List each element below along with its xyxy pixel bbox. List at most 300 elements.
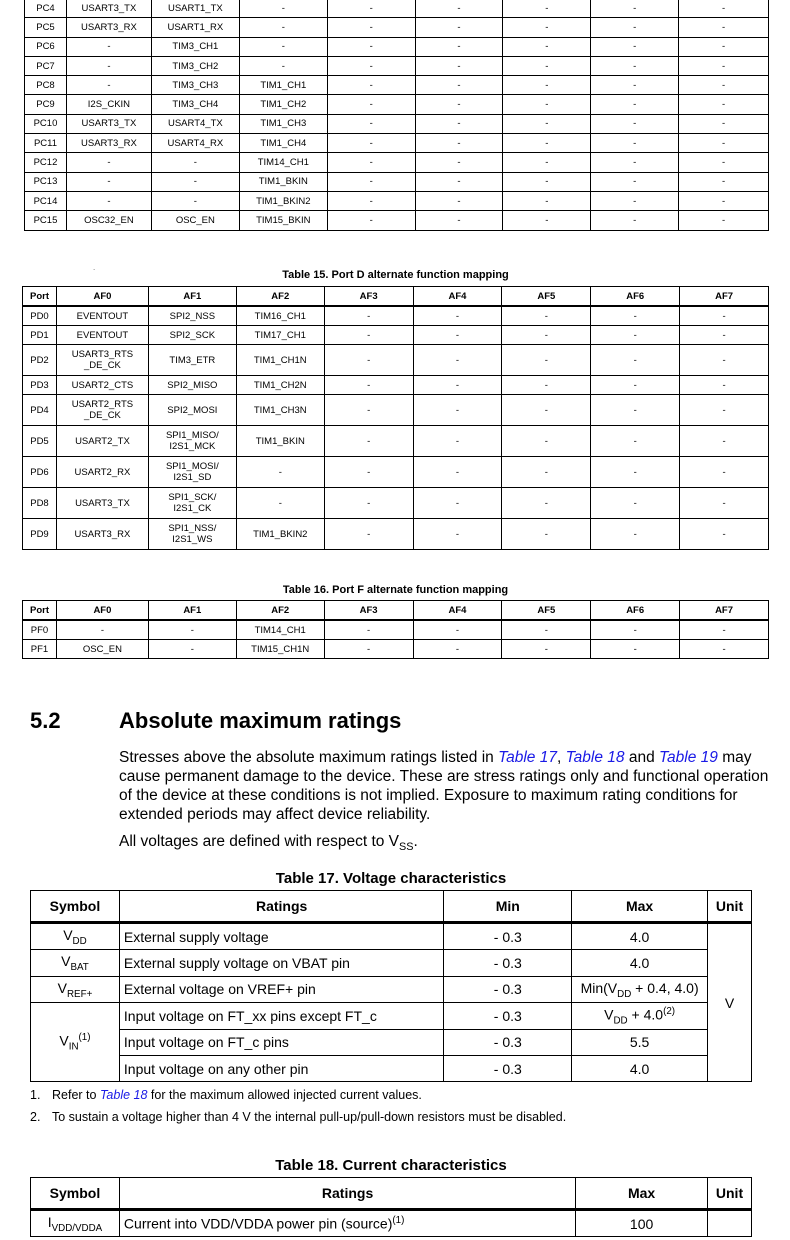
column-header: AF7: [680, 287, 769, 307]
port-cell: PD3: [23, 376, 57, 395]
port-cell: PC6: [25, 37, 67, 56]
af-cell: SPI1_SCK/ I2S1_CK: [148, 488, 236, 519]
af-cell: -: [324, 395, 413, 426]
af-cell: TIM1_CH3N: [236, 395, 324, 426]
af-cell: -: [502, 488, 591, 519]
port-cell: PD8: [23, 488, 57, 519]
af-cell: -: [680, 395, 769, 426]
min-cell: - 0.3: [444, 1029, 572, 1055]
af-cell: -: [327, 172, 415, 191]
af-cell: USART3_TX: [56, 488, 148, 519]
af-cell: -: [324, 345, 413, 376]
af-cell: -: [502, 395, 591, 426]
port-cell: PC14: [25, 191, 67, 210]
column-header: AF3: [324, 287, 413, 307]
af-cell: -: [679, 56, 769, 75]
af-cell: -: [66, 56, 151, 75]
af-cell: -: [415, 56, 503, 75]
af-cell: -: [236, 488, 324, 519]
af-cell: -: [413, 426, 502, 457]
af-cell: -: [679, 95, 769, 114]
column-header: AF2: [236, 601, 324, 621]
af-cell: -: [591, 620, 680, 640]
af-cell: -: [591, 345, 680, 376]
af-cell: TIM1_CH3: [239, 114, 327, 133]
af-cell: -: [679, 172, 769, 191]
af-cell: -: [503, 114, 591, 133]
af-cell: -: [502, 519, 591, 550]
af-cell: -: [415, 211, 503, 230]
af-cell: -: [591, 306, 680, 326]
port-cell: PC4: [25, 0, 67, 18]
af-cell: TIM14_CH1: [239, 153, 327, 172]
section-number: 5.2: [30, 708, 61, 733]
af-cell: -: [413, 488, 502, 519]
para1-text-b: may cause permanent damage to the device. These are stress ratings only and functional operation of the device at these conditions is not implied. Exposure to maximum rating conditions for extended periods may affect device reliability.: [119, 749, 769, 823]
max-cell: 4.0: [572, 923, 708, 950]
af-cell: -: [591, 56, 679, 75]
af-cell: TIM3_CH2: [151, 56, 239, 75]
table18-caption: Table 18. Current characteristics: [275, 1157, 507, 1174]
af-cell: TIM1_CH1: [239, 76, 327, 95]
af-cell: -: [327, 211, 415, 230]
af-cell: -: [66, 76, 151, 95]
af-cell: -: [591, 153, 679, 172]
table15-caption: Table 15. Port D alternate function mapping: [282, 269, 509, 281]
unit-cell: V: [708, 923, 752, 1082]
t18-header-ratings: Ratings: [119, 1178, 575, 1210]
para2-text: All voltages are defined with respect to V: [119, 833, 400, 850]
symbol-vref: $V_{REF+}$: [31, 976, 120, 1002]
af-cell: SPI1_NSS/ I2S1_WS: [148, 519, 236, 550]
af-cell: SPI2_MOSI: [148, 395, 236, 426]
af-cell: -: [591, 640, 680, 659]
af-cell: -: [239, 37, 327, 56]
table-row: [25, 37, 769, 56]
af-cell: -: [591, 426, 680, 457]
t18-header-symbol: Symbol: [31, 1178, 120, 1210]
table-row: [25, 191, 769, 210]
af-cell: -: [415, 95, 503, 114]
section-title: Absolute maximum ratings: [119, 708, 402, 733]
af-cell: -: [151, 153, 239, 172]
af-cell: -: [415, 37, 503, 56]
max-cell: 100: [576, 1210, 708, 1237]
symbol-vdd: $V_{DD}$: [31, 923, 120, 950]
port-cell: PD9: [23, 519, 57, 550]
max-cell: $V_{DD} + 4.0^{(2)}$: [572, 1003, 708, 1029]
af-cell: -: [239, 18, 327, 37]
table-row: [25, 76, 769, 95]
af-cell: -: [151, 191, 239, 210]
af-cell: -: [327, 37, 415, 56]
t17-header-min: Min: [444, 891, 572, 923]
af-cell: -: [324, 306, 413, 326]
af-cell: -: [327, 114, 415, 133]
port-cell: PC12: [25, 153, 67, 172]
table-row: [25, 114, 769, 133]
column-header: AF3: [324, 601, 413, 621]
af-cell: USART4_TX: [151, 114, 239, 133]
voltage-table: [30, 890, 752, 1082]
t17-header-symbol: Symbol: [31, 891, 120, 923]
para2-sub: SS: [399, 841, 414, 854]
af-cell: -: [502, 326, 591, 345]
rating-cell: Input voltage on any other pin: [119, 1055, 443, 1081]
af-cell: -: [327, 134, 415, 153]
af-cell: OSC32_EN: [66, 211, 151, 230]
column-header: AF5: [502, 601, 591, 621]
table-header-row: [23, 287, 769, 307]
rating-cell: Current into VDD/VDDA power pin (source)$^{(1)}$: [119, 1210, 575, 1237]
max-cell: 5.5: [572, 1029, 708, 1055]
af-cell: -: [502, 345, 591, 376]
af-cell: USART3_RX: [66, 134, 151, 153]
af-cell: -: [591, 395, 680, 426]
af-cell: -: [415, 153, 503, 172]
table-row: [25, 211, 769, 230]
af-cell: -: [502, 620, 591, 640]
af-cell: TIM1_BKIN: [239, 172, 327, 191]
af-cell: TIM3_CH3: [151, 76, 239, 95]
min-cell: - 0.3: [444, 1055, 572, 1081]
table-row: [23, 488, 769, 519]
af-cell: -: [503, 153, 591, 172]
af-cell: -: [415, 0, 503, 18]
af-cell: -: [413, 620, 502, 640]
current-table: [30, 1177, 752, 1237]
para2-end: .: [413, 833, 418, 850]
af-cell: -: [327, 153, 415, 172]
t18-header-unit: Unit: [708, 1178, 752, 1210]
min-cell: - 0.3: [444, 923, 572, 950]
table17-caption: Table 17. Voltage characteristics: [275, 870, 507, 887]
para1-and: and: [624, 749, 659, 766]
af-cell: -: [591, 519, 680, 550]
port-cell: PD0: [23, 306, 57, 326]
af-cell: -: [680, 345, 769, 376]
port-cell: PC10: [25, 114, 67, 133]
port-cell: PC5: [25, 18, 67, 37]
af-cell: -: [502, 640, 591, 659]
af-cell: TIM1_BKIN2: [239, 191, 327, 210]
af-cell: -: [503, 76, 591, 95]
port-c-table: [24, 0, 769, 231]
table19-link[interactable]: Table 19: [659, 749, 718, 766]
af-cell: -: [324, 488, 413, 519]
af-cell: -: [56, 620, 148, 640]
rating-cell: Input voltage on FT_xx pins except FT_c: [119, 1003, 443, 1029]
af-cell: -: [415, 134, 503, 153]
af-cell: -: [327, 95, 415, 114]
table-row: [31, 1055, 752, 1081]
af-cell: -: [680, 426, 769, 457]
af-cell: -: [415, 76, 503, 95]
para1-text-a: Stresses above the absolute maximum ratings listed in: [119, 749, 499, 766]
af-cell: TIM3_CH4: [151, 95, 239, 114]
af-cell: EVENTOUT: [56, 306, 148, 326]
af-cell: USART3_RTS _DE_CK: [56, 345, 148, 376]
af-cell: SPI2_NSS: [148, 306, 236, 326]
port-d-table: [22, 286, 769, 550]
af-cell: -: [680, 620, 769, 640]
af-cell: -: [66, 37, 151, 56]
af-cell: -: [415, 18, 503, 37]
column-header: AF0: [56, 601, 148, 621]
af-cell: USART3_RX: [66, 18, 151, 37]
af-cell: SPI1_MOSI/ I2S1_SD: [148, 457, 236, 488]
table-row: [31, 923, 752, 950]
port-d-body: [23, 287, 769, 550]
af-cell: -: [324, 640, 413, 659]
column-header: Port: [23, 287, 57, 307]
af-cell: -: [502, 306, 591, 326]
af-cell: TIM1_CH2: [239, 95, 327, 114]
table-row: [23, 620, 769, 640]
port-cell: PC8: [25, 76, 67, 95]
table-row: [23, 395, 769, 426]
table-row: [31, 950, 752, 976]
port-cell: PD4: [23, 395, 57, 426]
port-f-table: [22, 600, 769, 659]
port-cell: PC7: [25, 56, 67, 75]
af-cell: -: [324, 376, 413, 395]
af-cell: -: [679, 134, 769, 153]
footnote-2: 2. To sustain a voltage higher than 4 V the internal pull-up/pull-down resistors must be disabled.: [30, 1110, 567, 1124]
af-cell: -: [503, 18, 591, 37]
af-cell: -: [680, 640, 769, 659]
af-cell: -: [502, 376, 591, 395]
max-cell: 4.0: [572, 950, 708, 976]
column-header: AF2: [236, 287, 324, 307]
section-paragraph-2: [119, 832, 769, 857]
table-row: [23, 306, 769, 326]
rating-cell: External supply voltage: [119, 923, 443, 950]
port-cell: PD5: [23, 426, 57, 457]
af-cell: SPI2_SCK: [148, 326, 236, 345]
table-row: [25, 172, 769, 191]
table-row: [31, 1210, 752, 1237]
t18-header-max: Max: [576, 1178, 708, 1210]
af-cell: -: [591, 114, 679, 133]
max-cell: 4.0: [572, 1055, 708, 1081]
symbol-vbat: $V_{BAT}$: [31, 950, 120, 976]
af-cell: -: [413, 326, 502, 345]
unit-cell: [708, 1210, 752, 1237]
af-cell: -: [415, 191, 503, 210]
para1-sep: ,: [556, 749, 566, 766]
af-cell: -: [680, 457, 769, 488]
af-cell: TIM17_CH1: [236, 326, 324, 345]
af-cell: -: [239, 56, 327, 75]
af-cell: -: [503, 134, 591, 153]
af-cell: -: [415, 114, 503, 133]
af-cell: -: [591, 18, 679, 37]
column-header: AF1: [148, 287, 236, 307]
af-cell: -: [679, 114, 769, 133]
column-header: AF6: [591, 287, 680, 307]
min-cell: - 0.3: [444, 976, 572, 1002]
min-cell: - 0.3: [444, 950, 572, 976]
port-cell: PF0: [23, 620, 57, 640]
af-cell: -: [680, 376, 769, 395]
af-cell: -: [148, 620, 236, 640]
af-cell: -: [502, 457, 591, 488]
af-cell: -: [680, 488, 769, 519]
table-row: [31, 1003, 752, 1029]
table-row: [25, 134, 769, 153]
af-cell: USART1_TX: [151, 0, 239, 18]
af-cell: -: [503, 191, 591, 210]
rating-cell: Input voltage on FT_c pins: [119, 1029, 443, 1055]
af-cell: TIM16_CH1: [236, 306, 324, 326]
af-cell: -: [503, 56, 591, 75]
table-row: [31, 1029, 752, 1055]
table-row: [25, 0, 769, 18]
t17-header-ratings: Ratings: [119, 891, 443, 923]
af-cell: -: [415, 172, 503, 191]
af-cell: -: [239, 0, 327, 18]
table-row: [23, 345, 769, 376]
column-header: Port: [23, 601, 57, 621]
table18-link[interactable]: Table 18: [565, 749, 625, 766]
af-cell: EVENTOUT: [56, 326, 148, 345]
af-cell: TIM1_CH1N: [236, 345, 324, 376]
af-cell: -: [591, 134, 679, 153]
table-row: [23, 426, 769, 457]
af-cell: OSC_EN: [56, 640, 148, 659]
af-cell: -: [680, 519, 769, 550]
af-cell: -: [680, 326, 769, 345]
af-cell: -: [148, 640, 236, 659]
af-cell: TIM1_BKIN2: [236, 519, 324, 550]
table-row: [31, 976, 752, 1002]
af-cell: OSC_EN: [151, 211, 239, 230]
af-cell: -: [503, 211, 591, 230]
af-cell: -: [679, 153, 769, 172]
af-cell: -: [327, 76, 415, 95]
af-cell: -: [679, 0, 769, 18]
af-cell: -: [324, 519, 413, 550]
af-cell: -: [503, 37, 591, 56]
table-header-row: [23, 601, 769, 621]
column-header: AF7: [680, 601, 769, 621]
af-cell: -: [679, 18, 769, 37]
af-cell: SPI1_MISO/ I2S1_MCK: [148, 426, 236, 457]
af-cell: USART4_RX: [151, 134, 239, 153]
table-row: [23, 457, 769, 488]
af-cell: -: [413, 640, 502, 659]
af-cell: -: [413, 306, 502, 326]
af-cell: -: [236, 457, 324, 488]
af-cell: -: [679, 191, 769, 210]
table-row: [23, 640, 769, 659]
column-header: AF4: [413, 601, 502, 621]
table-row: [23, 376, 769, 395]
rating-cell: External supply voltage on VBAT pin: [119, 950, 443, 976]
af-cell: -: [413, 345, 502, 376]
af-cell: -: [327, 18, 415, 37]
table17-header-row: [31, 891, 752, 923]
af-cell: -: [591, 172, 679, 191]
t17-header-unit: Unit: [708, 891, 752, 923]
af-cell: -: [413, 519, 502, 550]
table16-caption: Table 16. Port F alternate function mapping: [282, 584, 509, 596]
af-cell: USART1_RX: [151, 18, 239, 37]
af-cell: -: [591, 95, 679, 114]
af-cell: TIM3_CH1: [151, 37, 239, 56]
section-paragraph-1: [119, 748, 769, 824]
port-cell: PC9: [25, 95, 67, 114]
table-row: [25, 95, 769, 114]
port-cell: PC15: [25, 211, 67, 230]
af-cell: -: [324, 426, 413, 457]
af-cell: USART3_TX: [66, 114, 151, 133]
af-cell: -: [591, 376, 680, 395]
af-cell: -: [151, 172, 239, 191]
footnote-table18-link[interactable]: Table 18: [99, 1088, 148, 1102]
af-cell: -: [591, 76, 679, 95]
port-cell: PC13: [25, 172, 67, 191]
af-cell: -: [413, 376, 502, 395]
af-cell: TIM1_CH2N: [236, 376, 324, 395]
af-cell: USART2_TX: [56, 426, 148, 457]
af-cell: TIM1_CH4: [239, 134, 327, 153]
port-cell: PF1: [23, 640, 57, 659]
symbol-vin: $V_{IN}^{(1)}$: [31, 1003, 120, 1082]
table-row: [25, 56, 769, 75]
af-cell: -: [327, 56, 415, 75]
af-cell: I2S_CKIN: [66, 95, 151, 114]
t17-header-max: Max: [572, 891, 708, 923]
af-cell: USART2_RTS _DE_CK: [56, 395, 148, 426]
table-row: [25, 153, 769, 172]
af-cell: -: [503, 95, 591, 114]
af-cell: -: [679, 76, 769, 95]
column-header: AF0: [56, 287, 148, 307]
af-cell: -: [679, 37, 769, 56]
af-cell: USART3_RX: [56, 519, 148, 550]
af-cell: -: [591, 457, 680, 488]
column-header: AF4: [413, 287, 502, 307]
table-row: [25, 18, 769, 37]
af-cell: -: [591, 0, 679, 18]
port-cell: PD2: [23, 345, 57, 376]
af-cell: -: [66, 172, 151, 191]
af-cell: -: [591, 211, 679, 230]
af-cell: TIM15_BKIN: [239, 211, 327, 230]
af-cell: -: [503, 172, 591, 191]
port-cell: PC11: [25, 134, 67, 153]
max-cell: $Min(V_{DD} + 0.4$, 4.0): [572, 976, 708, 1002]
af-cell: TIM14_CH1: [236, 620, 324, 640]
column-header: AF1: [148, 601, 236, 621]
af-cell: -: [66, 153, 151, 172]
af-cell: USART2_CTS: [56, 376, 148, 395]
af-cell: -: [66, 191, 151, 210]
stray-dot: .: [93, 263, 96, 272]
af-cell: -: [591, 191, 679, 210]
rating-cell: External voltage on VREF+ pin: [119, 976, 443, 1002]
symbol-ivdd: $I_{VDD/VDDA}$: [31, 1210, 120, 1237]
af-cell: -: [327, 191, 415, 210]
table17-link[interactable]: Table 17: [498, 749, 557, 766]
af-cell: -: [679, 211, 769, 230]
af-cell: -: [591, 326, 680, 345]
table18-header-row: [31, 1178, 752, 1210]
af-cell: -: [324, 620, 413, 640]
table-row: [23, 519, 769, 550]
